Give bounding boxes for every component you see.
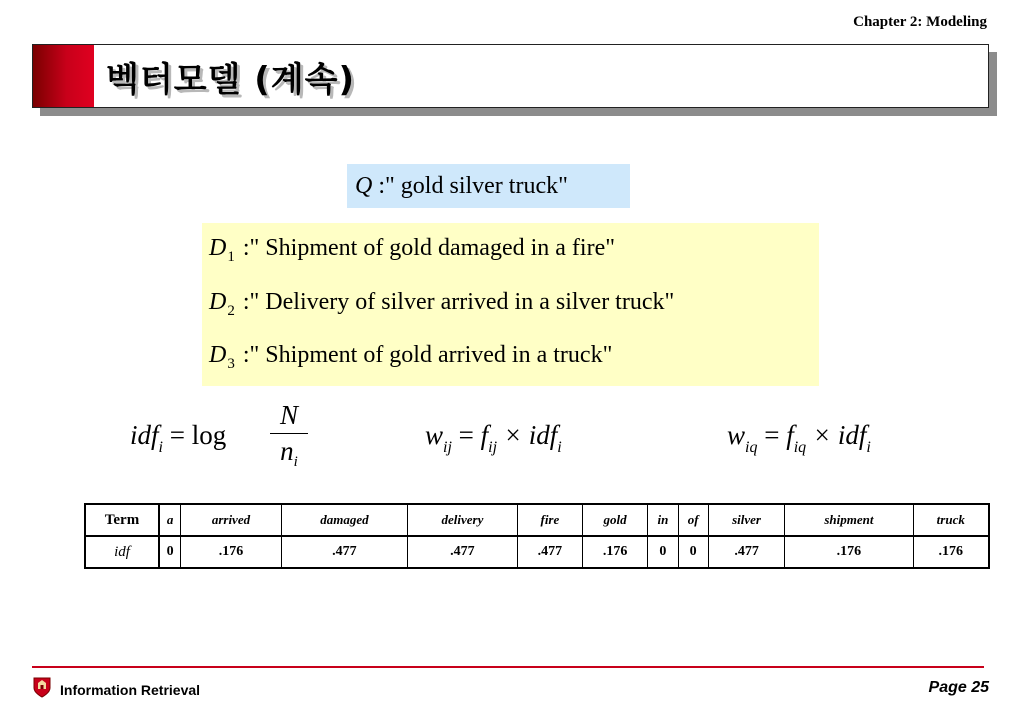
doc-text: :" Shipment of gold damaged in a fire" (242, 235, 616, 261)
term-cell: shipment (785, 504, 913, 536)
term-cell: gold (583, 504, 648, 536)
title-banner (32, 44, 989, 108)
value-cell: 0 (678, 536, 708, 568)
fraction-bar (270, 433, 308, 434)
wij-eq: = (451, 420, 481, 450)
term-cell: fire (517, 504, 582, 536)
idf-den-sub: i (293, 454, 298, 470)
term-cell: a (159, 504, 181, 536)
document-1 (209, 235, 616, 265)
chapter-label: Chapter 2: Modeling (853, 14, 987, 30)
table-row (85, 536, 989, 568)
value-cell: 0 (159, 536, 181, 568)
doc-text: :" Delivery of silver arrived in a silver truck" (242, 289, 675, 315)
footer-divider (32, 666, 984, 668)
term-cell: silver (708, 504, 784, 536)
page-number: Page 25 (928, 679, 989, 696)
slide-title: 벡터모델 (계속) (106, 60, 355, 100)
documents-box (202, 223, 819, 386)
term-cell: truck (913, 504, 989, 536)
doc-var: D (209, 342, 227, 368)
term-cell: in (648, 504, 678, 536)
wiq-w: w (727, 420, 746, 450)
wij-w: w (425, 420, 444, 450)
title-red-block (33, 45, 94, 107)
idf-den: n (280, 436, 294, 466)
wiq-eq: = (757, 420, 787, 450)
value-cell: .176 (181, 536, 281, 568)
wiq-f: f (786, 420, 794, 450)
value-cell: 0 (648, 536, 678, 568)
query-var: Q (355, 173, 373, 199)
query-text: :" gold silver truck" (378, 173, 568, 199)
term-cell: damaged (281, 504, 407, 536)
doc-var: D (209, 289, 227, 315)
value-cell: .477 (408, 536, 518, 568)
query-box (347, 164, 630, 208)
idf-table (84, 503, 990, 569)
wiq-times-idf: × idf (806, 420, 867, 450)
wiq-idf-sub: i (866, 439, 871, 456)
wiq-w-sub: iq (745, 439, 758, 456)
value-cell: .176 (913, 536, 989, 568)
table-header-label: Term (85, 504, 159, 536)
term-cell: delivery (408, 504, 518, 536)
doc-sub: 3 (227, 356, 235, 372)
wij-idf-sub: i (557, 439, 562, 456)
wij-f-sub: ij (488, 439, 498, 456)
wij-times-idf: × idf (497, 420, 558, 450)
wiq-formula (727, 420, 871, 456)
table-header-row (85, 504, 989, 536)
wiq-f-sub: iq (793, 439, 807, 456)
idf-eq: = log (162, 420, 227, 450)
doc-text: :" Shipment of gold arrived in a truck" (242, 342, 613, 368)
term-cell: arrived (181, 504, 281, 536)
document-2 (209, 289, 675, 319)
doc-sub: 1 (227, 249, 235, 265)
table-row-label: idf (85, 536, 159, 568)
idf-lhs: idf (130, 420, 159, 450)
wij-w-sub: ij (443, 439, 452, 456)
idf-formula (130, 420, 227, 456)
value-cell: .477 (517, 536, 582, 568)
shield-logo-icon (32, 676, 52, 698)
doc-var: D (209, 235, 227, 261)
wij-formula (425, 420, 562, 456)
value-cell: .176 (583, 536, 648, 568)
doc-sub: 2 (227, 303, 235, 319)
document-3 (209, 342, 613, 372)
idf-lhs-sub: i (158, 439, 163, 456)
footer-course-title: Information Retrieval (60, 682, 201, 698)
wij-f: f (480, 420, 489, 450)
idf-denominator (270, 436, 308, 470)
idf-fraction (270, 400, 308, 470)
value-cell: .176 (785, 536, 913, 568)
value-cell: .477 (281, 536, 407, 568)
term-cell: of (678, 504, 708, 536)
value-cell: .477 (708, 536, 784, 568)
idf-numerator: N (279, 400, 298, 430)
